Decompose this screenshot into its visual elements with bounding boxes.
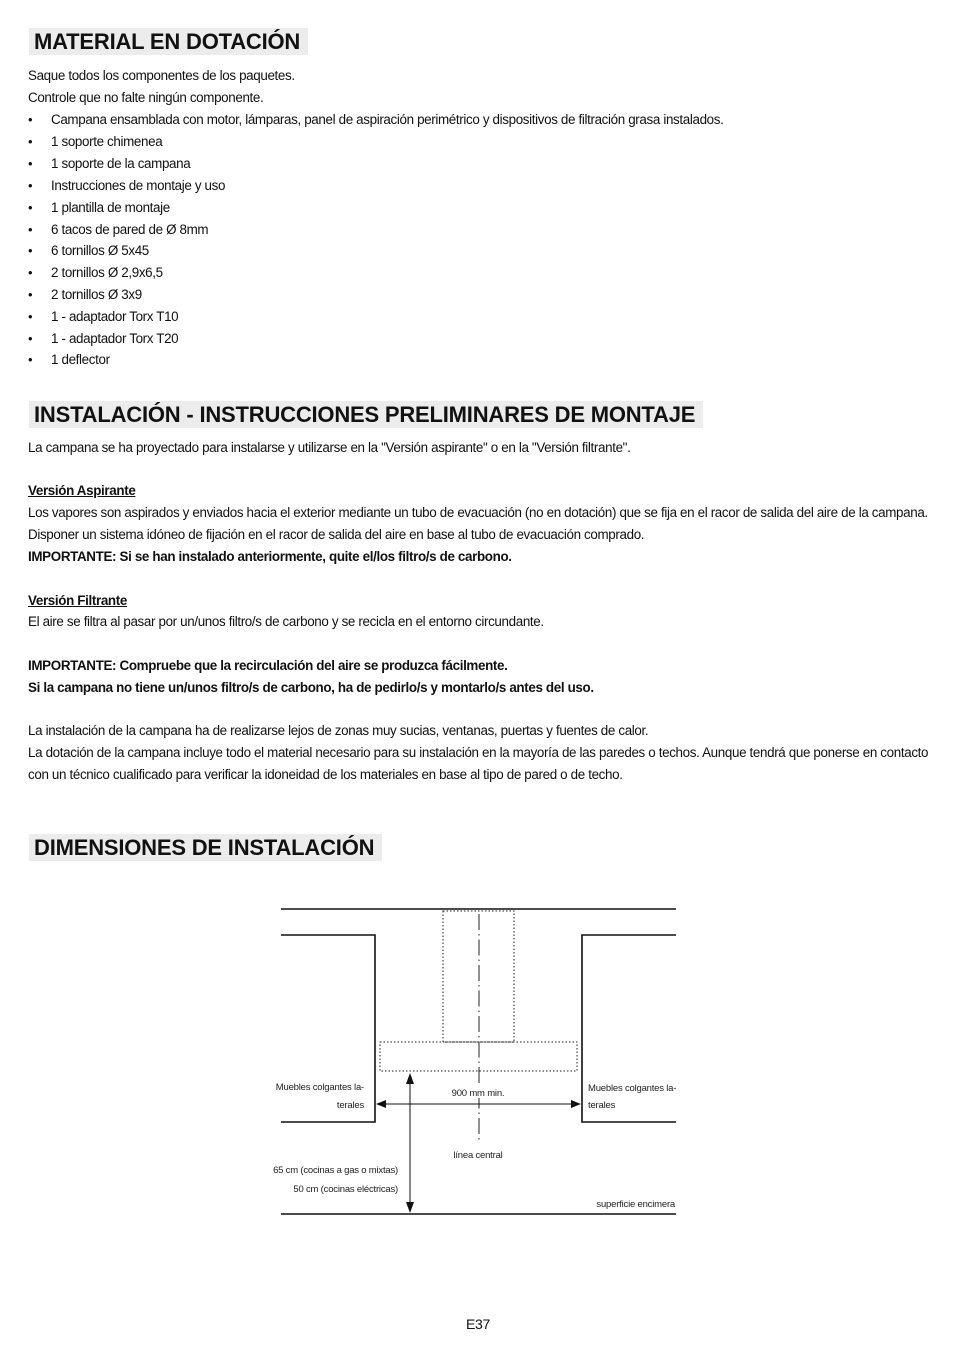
center-line-label: línea central — [453, 1150, 503, 1161]
bullet: • — [28, 156, 33, 171]
paragraph-line: La instalación de la campana ha de realizarse lejos de zonas muy sucias, ventanas, puertas y fuentes de calor. — [28, 723, 649, 738]
list-item: 1 soporte chimenea — [51, 134, 163, 149]
bullet: • — [28, 287, 33, 302]
list-item: 1 plantilla de montaje — [51, 200, 170, 215]
paragraph-line: Disponer un sistema idóneo de fijación en el racor de salida del aire en base al tubo de evacuación comprado. — [28, 527, 645, 542]
section-title-instalacion: INSTALACIÓN - INSTRUCCIONES PRELIMINARES DE MONTAJE — [29, 401, 703, 428]
left-cabinet-label: Muebles colgantes la- — [275, 1082, 364, 1093]
section-title-dimensiones: DIMENSIONES DE INSTALACIÓN — [29, 834, 382, 861]
bullet: • — [28, 243, 33, 258]
height-gas-label: 65 cm (cocinas a gas o mixtas) — [273, 1165, 398, 1176]
list-item: 1 deflector — [51, 352, 110, 367]
list-item: Campana ensamblada con motor, lámparas, panel de aspiración perimétrico y dispositivos de filtración grasa instalados. — [51, 112, 724, 127]
list-item: 2 tornillos Ø 3x9 — [51, 287, 142, 302]
arrow-right-icon — [571, 1100, 581, 1108]
bullet: • — [28, 134, 33, 149]
right-cabinet-label: terales — [588, 1100, 616, 1111]
arrow-down-icon — [406, 1202, 414, 1213]
list-item: 6 tornillos Ø 5x45 — [51, 243, 149, 258]
height-electric-label: 50 cm (cocinas eléctricas) — [293, 1184, 398, 1195]
subheading-aspirante: Versión Aspirante — [28, 483, 136, 498]
width-label: 900 mm min. — [451, 1088, 505, 1099]
list-item: 1 - adaptador Torx T20 — [51, 331, 179, 346]
bullet: • — [28, 309, 33, 324]
list-item: 1 - adaptador Torx T10 — [51, 309, 179, 324]
list-item: 2 tornillos Ø 2,9x6,5 — [51, 265, 163, 280]
page-number: E37 — [466, 1316, 491, 1332]
subheading-filtrante: Versión Filtrante — [28, 593, 127, 608]
important-note: IMPORTANTE: Compruebe que la recirculación del aire se produzca fácilmente. — [28, 658, 508, 673]
bullet: • — [28, 178, 33, 193]
list-item: Instrucciones de montaje y uso — [51, 178, 226, 193]
section-title-material: MATERIAL EN DOTACIÓN — [29, 28, 308, 55]
bullet: • — [28, 112, 33, 127]
arrow-up-icon — [406, 1073, 414, 1084]
list-item: 1 soporte de la campana — [51, 156, 191, 171]
bullet: • — [28, 265, 33, 280]
important-note: IMPORTANTE: Si se han instalado anteriormente, quite el/los filtro/s de carbono. — [28, 549, 512, 564]
right-cabinet-label: Muebles colgantes la- — [588, 1083, 677, 1094]
bullet: • — [28, 200, 33, 215]
worktop-label: superficie encimera — [596, 1199, 675, 1210]
paragraph-line: con un técnico cualificado para verificar la idoneidad de los materiales en base al tipo de pared o de techo. — [28, 767, 623, 782]
paragraph-line: Los vapores son aspirados y enviados hacia el exterior mediante un tubo de evacuación (no en dotación) que se fija en el racor de salida del aire de la campana. — [28, 505, 928, 520]
paragraph-line: El aire se filtra al pasar por un/unos filtro/s de carbono y se recicla en el entorno circundante. — [28, 614, 544, 629]
bullet: • — [28, 331, 33, 346]
paragraph-line: La campana se ha proyectado para instalarse y utilizarse en la "Versión aspirante" o en la "Versión filtrante". — [28, 440, 631, 455]
intro-line: Controle que no falte ningún componente. — [28, 90, 264, 105]
important-note: Si la campana no tiene un/unos filtro/s de carbono, ha de pedirlo/s y montarlo/s antes del uso. — [28, 680, 594, 695]
bullet: • — [28, 352, 33, 367]
arrow-left-icon — [376, 1100, 386, 1108]
left-cabinet-outline — [281, 935, 375, 1122]
intro-line: Saque todos los componentes de los paquetes. — [28, 68, 295, 83]
list-item: 6 tacos de pared de Ø 8mm — [51, 222, 209, 237]
left-cabinet-label: terales — [336, 1100, 364, 1111]
bullet: • — [28, 222, 33, 237]
paragraph-line: La dotación de la campana incluye todo el material necesario para su instalación en la mayoría de las paredes o techos. Aunque tendrá que ponerse en contacto — [28, 745, 929, 760]
